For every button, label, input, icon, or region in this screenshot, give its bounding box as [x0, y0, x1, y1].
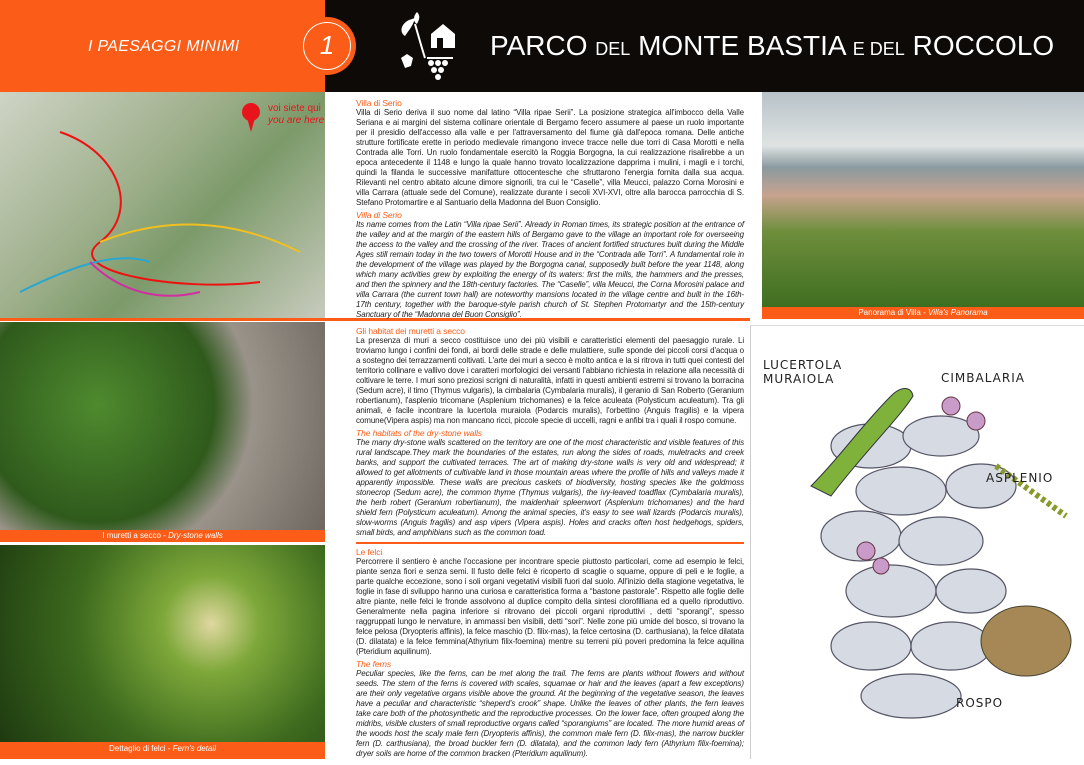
- here-it: voi siete qui: [268, 103, 321, 114]
- section-body: Peculiar species, like the ferns, can be met along the trail. The ferns are plants without flowers and without seeds. The stem of the ferns is covered with scales, squamae or hair and the leaves (apart a few exceptions) are their only vegetative organs visible above the ground. At the beginning of the vegetative season, the leaves have a peculiar and characteristic “sheperd's crook” shape. Unlike the leaves of other plants, the fern leaves take care both of the photosynthetic and the reproductive processes. On the lower face, often grouped along the midribs, visible clusters of small reproductive organs called “sporangiums” are located. The more humid areas of the woods host the scaly male fern (Dryopteris affinis), the common male fern (D. filix-mas), the narrow buckler fern (D. carthusiana), the broad buckler fern (D. dilatata), and the common lady fern (Athyrium filix-foemina); dryer soils are home of the common bracken (Pteridium aquilinum).: [356, 669, 744, 758]
- wall-drawing: [751, 326, 1084, 760]
- label-asplenio: ASPLENIO: [986, 471, 1054, 485]
- fern-detail-photo: [0, 545, 325, 742]
- series-title: I PAESAGGI MINIMI: [88, 38, 240, 55]
- text-column-nature: [356, 324, 744, 759]
- label-cymbalaria: CIMBALARIA: [941, 371, 1025, 385]
- caption-en: Villa's Panorama: [928, 308, 988, 317]
- title-parco: PARCO: [490, 30, 588, 61]
- section-title: The ferns: [356, 659, 392, 669]
- caption-it: Panorama di Villa: [858, 308, 921, 317]
- section-title: Villa di Serio: [356, 98, 402, 108]
- caption-sep: -: [923, 308, 926, 317]
- section-body: The many dry-stone walls scattered on the territory are one of the most characteristic and visible features of this rural landscape.They mark the boundaries of the estates, run along the sides of roads, muletracks and creek banks, and support the cultivated terraces. The art of making dry-stone walls is very old and widespread; it allowed to get allotments of cultivable land in those mountain areas where the profile of hills and valleys made it apparently impossible. These walls are precious caskets of biodiversity, hosting species like the goldmoss stonecrop (Sedum acre), the common thyme (Thymus vulgaris), the ivy-leaved toadflax (Cymbalaria muralis), the herb robert (Geranium robertianum), the maidenhair spleenwort (Asplenium trichomanes) and the hard shield fern (Polysticum aculeatum). Among the animal species, it's easy to see wall lizards (Podarcis muralis), slow-worms (Anguis fragilis) and asp vipers (Vipera aspis). Holes and cracks often host hedgehogs, spiders, small birds, and amphibians such as the common toad.: [356, 438, 744, 537]
- text-column-villa: [356, 96, 744, 320]
- location-pin-icon: [240, 102, 262, 132]
- section-ferns-it: [356, 547, 744, 657]
- caption-it: Dettaglio di felci: [109, 744, 166, 753]
- label-lizard: LUCERTOLA MURAIOLA: [763, 358, 843, 386]
- caption-sep: -: [167, 744, 171, 753]
- panel-number: 1: [303, 22, 351, 70]
- section-villa-it: [356, 98, 744, 208]
- you-are-here-label: [268, 103, 324, 127]
- village-panorama-photo: [762, 92, 1084, 307]
- title-roccolo: ROCCOLO: [912, 30, 1055, 61]
- dry-stone-walls-photo: [0, 322, 325, 530]
- label-toad: ROSPO: [956, 696, 1004, 710]
- section-title: The habitats of the dry-stone walls: [356, 428, 482, 438]
- title-del: DEL: [595, 39, 631, 59]
- caption-it: I muretti a secco: [102, 531, 161, 540]
- title-e-del: E DEL: [852, 39, 905, 59]
- section-body: La presenza di muri a secco costituisce uno dei più visibili e caratteristici elementi del paesaggio rurale. Li troviamo lungo i confini dei fondi, ai bordi delle strade e delle mulattiere, sulle sponde dei piccoli corsi d'acqua o a sostegno dei terrazzamenti coltivati. L'arte dei muri a secco è molto antica e la si ritrova in tutti quei contesti del territorio collinare e vallivo dove i caratteri morfologici dei versanti l'abbiano richiesta in relazione alla necessità di coltivare le terre. I muri sono preziosi scrigni di naturalità, infatti in questi ambienti estremi si trovano la borracina (Sedum acre), il timo (Thymus vulgaris), la cimbalaria (Cymbalaria muralis), il geranio di San Roberto (Geranium robertianum), l'asplenio tricomane (Asplenium trichomanes) e la felce aculeata (Polysticum aculeatum). Tra gli animali, è facile incontrare la lucertola muraiola (Podarcis muralis), l'orbettino (Anguis fragilis) e la vipera comune(Vipera aspis) ma non mancano ricci, piccole specie di uccelli, ragni e anfibi tra i quali il rospo comune.: [356, 336, 744, 425]
- park-title: [490, 30, 1054, 62]
- section-body: Its name comes from the Latin “Villa ripae Serii”. Already in Roman times, its strategic position at the entrance of the valley and at the margin of the eastern hills of Bergamo gave to the village an important role for overseeing the access to the valley and the crossing of the river. Traces of ancient fortified structures built during the Middle Ages still remain today in the two towers of Morotti House and in the “Contrada alle Torri”. A fundamental role in the development of the village was played by the Borgogna canal, supposedly built before the year 1148, along which many activities grew by exploiting the energy of its waters: first the mills, the hammers and the presses, and then the spinnery and the 18th-century factories. The “Caselle”, villa Meucci, the Corna Morosini palace and villa Carrara (the current town hall) are noteworthy mansions located in the village centre and built in the 16th-17th century, together with the baroque-style parish church of St. Stephen Protomartyr and the 15th-century Sanctuary of the “Madonna del Buon Consiglio”.: [356, 220, 744, 319]
- wall-species-illustration: [750, 325, 1084, 759]
- section-walls-en: [356, 428, 744, 538]
- title-monte-bastia: MONTE BASTIA: [638, 30, 846, 61]
- ferns-caption: [0, 742, 325, 759]
- caption-sep: -: [163, 531, 166, 540]
- section-body: Percorrere il sentiero è anche l'occasione per incontrare specie piuttosto particolari, come ad esempio le felci, piante senza fiori e senza semi. Il fusto delle felci è ricoperto di scaglie o squame, oppure di peli e le foglie, a parte qualche eccezione, sono i soli organi vegetativi visibili fuori dal suolo. All'inizio della stagione vegetativa, le foglie in fase di sviluppo hanno una curiosa e caratteristica forma a “bastone pastorale”. Rispetto alle foglie delle altre piante, nelle felci le fronde assolvono al duplice compito della sintesi clorofilliana ed a quello riproduttivo. Generalmente nella pagina inferiore si ritrovano dei piccoli organi riproduttivi , detti “sporangi”, spesso raggruppati lungo le nervature, in ammassi ben visibili, detti “sori”. Nelle zone più umide del bosco, si trovano la felce pelosa (Dryopteris affinis), la felce maschio (D. filix-mas), la felce certosina (D. carthusiana), la felce dilatata (D. dilatata) e la felce femmina(Athyrium filix-foemina) mentre su terreni più poveri predomina la felce aquilina (Pteridium aquilinum).: [356, 557, 744, 656]
- section-walls-it: [356, 326, 744, 426]
- panorama-caption: [762, 307, 1084, 319]
- caption-en: Fern's detail: [172, 744, 216, 753]
- here-en: you are here: [268, 115, 325, 126]
- section-ferns-en: [356, 659, 744, 759]
- park-logo-icon: [395, 8, 467, 84]
- section-title: Le felci: [356, 547, 383, 557]
- divider-middle: [356, 542, 744, 544]
- section-body: Villa di Serio deriva il suo nome dal latino “Villa ripae Serii”. La posizione strategica all'imbocco della Valle Seriana e ai margini del sistema collinare orientale di Bergamo fecero assumere al paese un ruolo importante per il presidio dell'accesso alla valle e per l'attraversamento del fiume già dall'epoca romana. Delle antiche strutture fortificate erette in periodo medievale rimangono invece tracce nelle due torri di Casa Morotti e nella Contrada alle Torri. Un ruolo fondamentale esercitò la Roggia Borgogna, la cui realizzazione risalirebbe a un epoca antecedente il 1148 e lungo la quale hanno trovato localizzazione dapprima i mulini, i magli e i torchi, quindi la filanda le successive manifatture ottocentesche che sfruttarono l'energia fornita dalla sua acqua. Rilevanti nel centro abitato alcune dimore signorili, tra cui le “Caselle”, villa Meucci, palazzo Corna Morosini e villa Carrara (attuale sede del Comune), realizzate durante i secoli XVI-XVI, oltre alla barocca parrocchia di S. Stefano Protomartire e al Santuario della Madonna del Buon Consiglio.: [356, 108, 744, 207]
- section-villa-en: [356, 210, 744, 320]
- section-title: Gli habitat dei muretti a secco: [356, 326, 465, 336]
- walls-caption: [0, 530, 325, 542]
- caption-en: Dry-stone walls: [168, 531, 223, 540]
- toad-icon: [981, 606, 1071, 676]
- section-title: Villa di Serio: [356, 210, 402, 220]
